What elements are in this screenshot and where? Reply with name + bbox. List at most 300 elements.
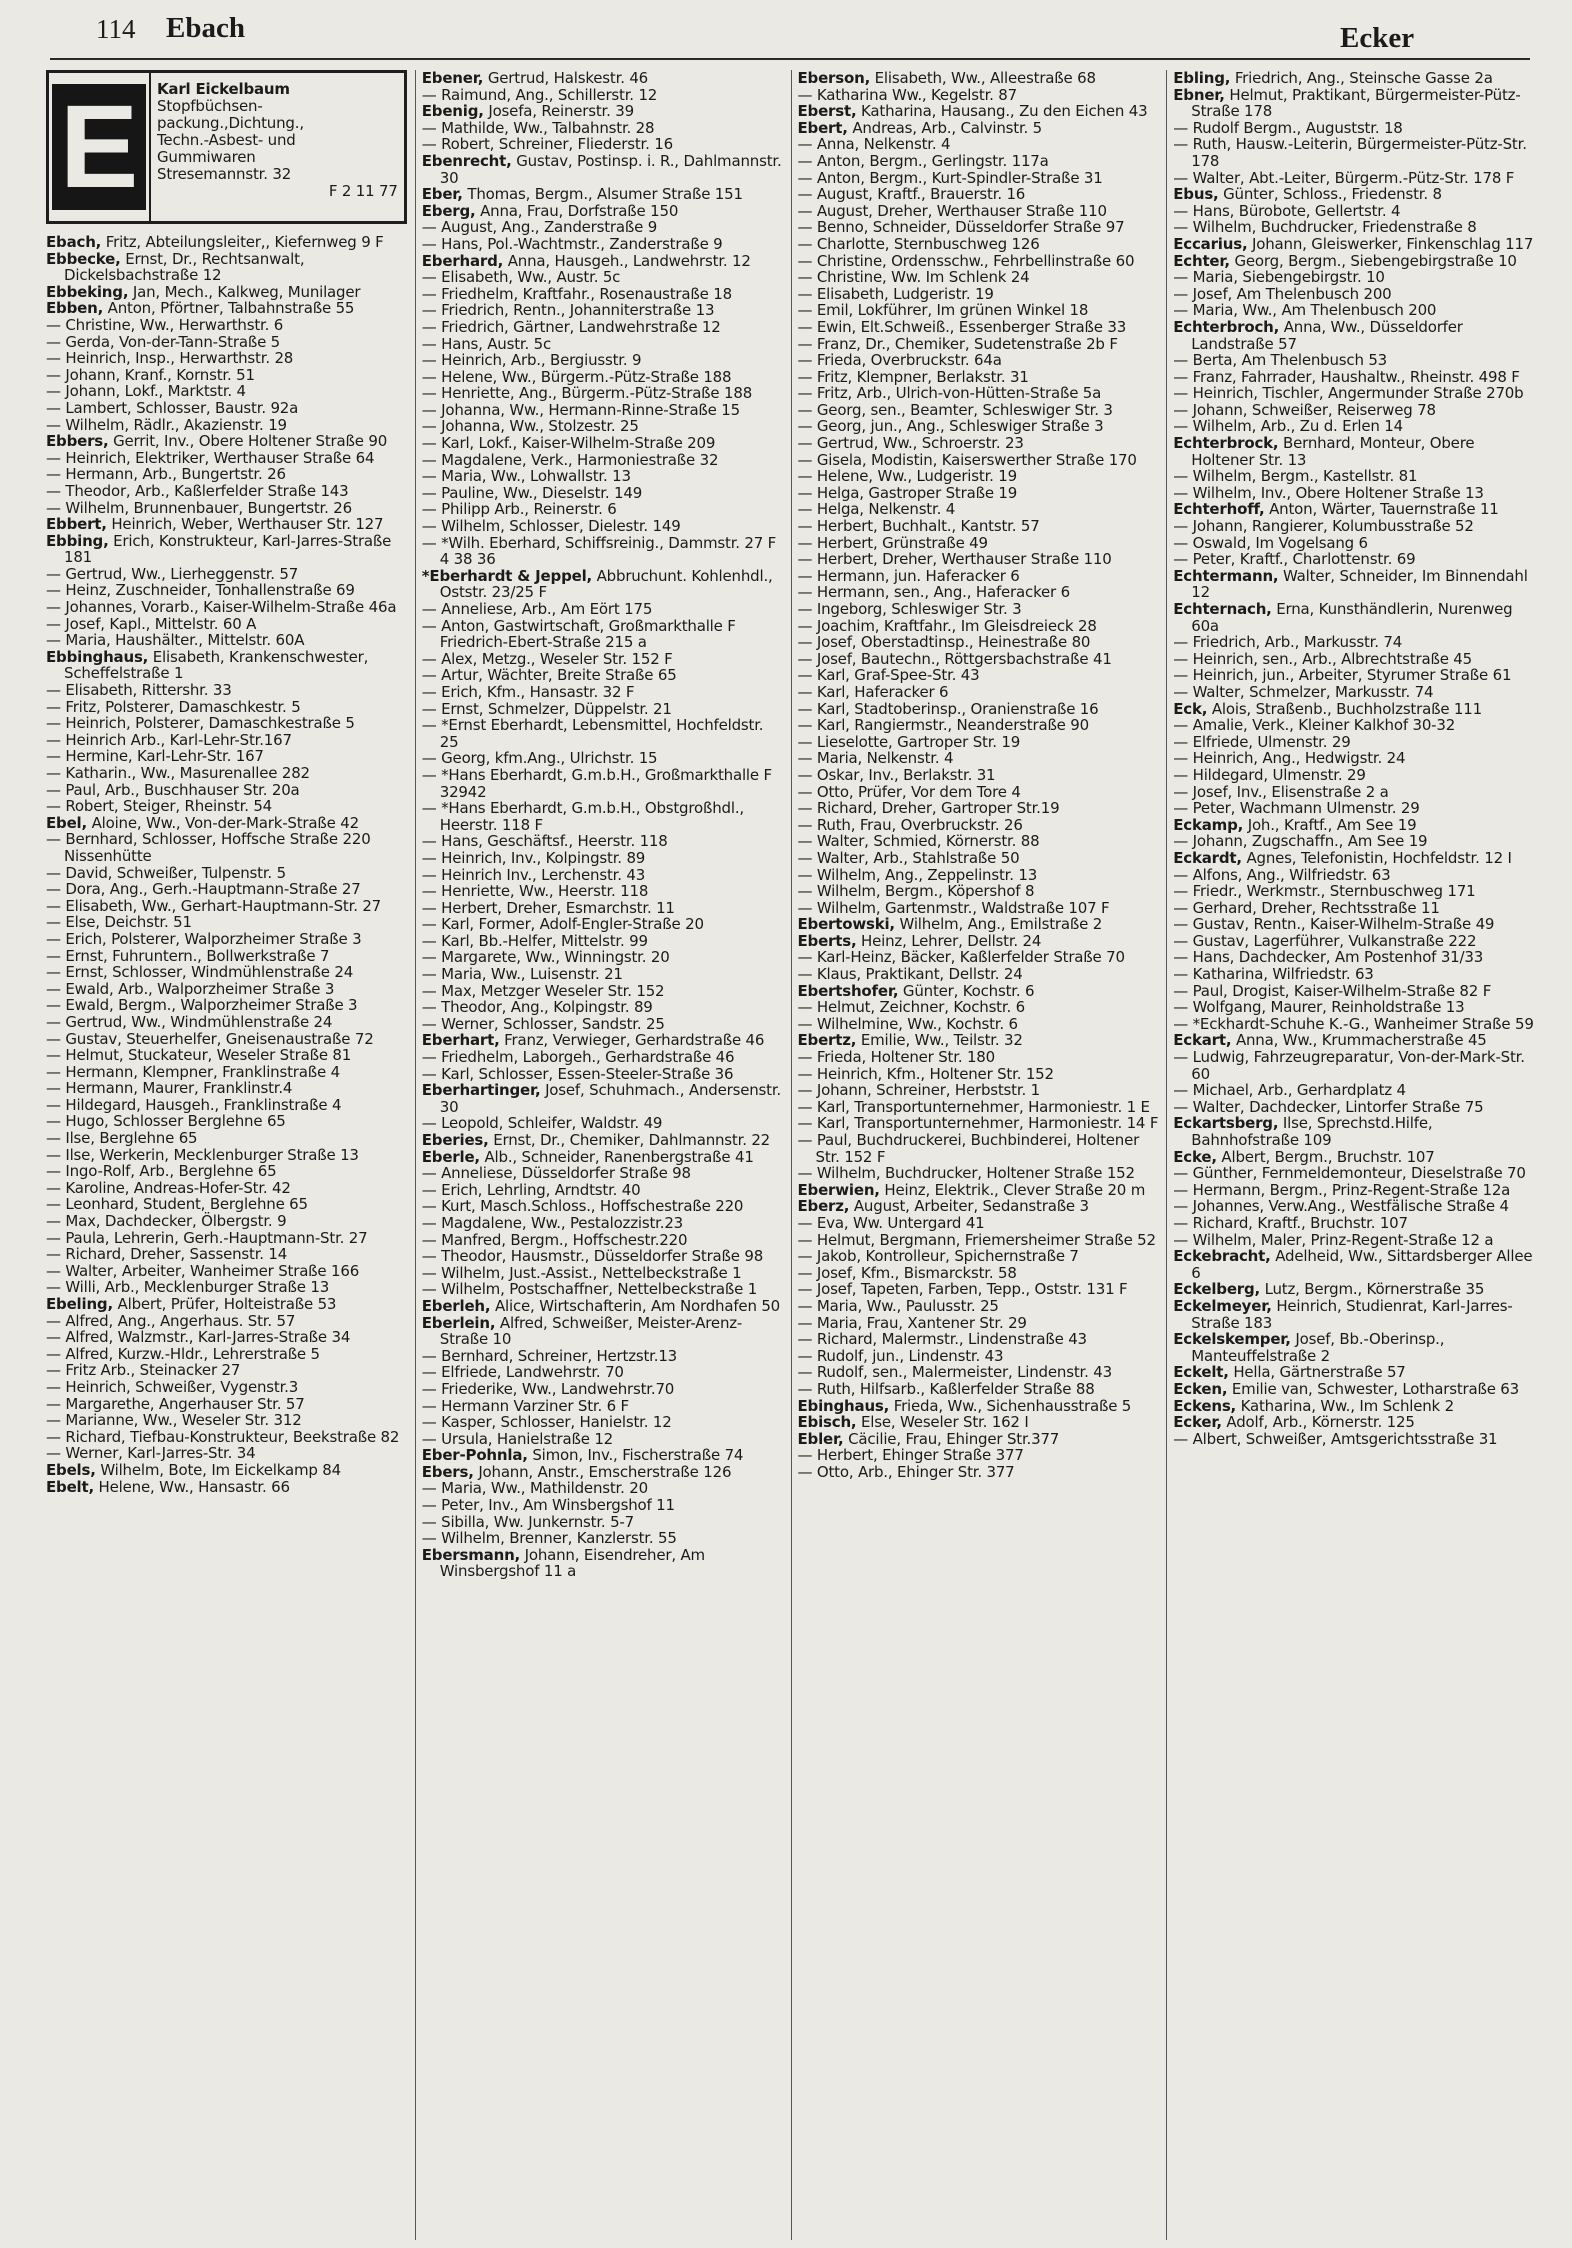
directory-entry: [798, 784, 1161, 801]
entry-surname: Ebert,: [797, 118, 848, 137]
entry-details: — Karl, Former, Adolf-Engler-Straße 20: [421, 915, 704, 934]
entry-details: — Ingeborg, Schleswiger Str. 3: [797, 600, 1022, 618]
entry-details: — Hermann, Bergm., Prinz-Regent-Straße 12a: [1173, 1180, 1511, 1199]
entry-details: — Bernhard, Schreiner, Hertzstr.13: [421, 1346, 678, 1365]
entry-details: — Erich, Kfm., Hansastr. 32 F: [421, 682, 635, 701]
entry-surname: Ebner,: [1173, 85, 1225, 104]
advertisement-text: [149, 73, 404, 221]
directory-entry: [1173, 949, 1536, 966]
entry-surname: Eberlein,: [421, 1313, 496, 1332]
entry-details: — Maria, Ww., Am Thelenbusch 200: [1173, 301, 1437, 320]
entry-details: — Fritz Arb., Steinacker 27: [46, 1361, 241, 1380]
entry-details: — Wilhelm, Arb., Zu d. Erlen 14: [1173, 417, 1403, 436]
entry-details: Andreas, Arb., Calvinstr. 5: [852, 118, 1043, 137]
entry-details: — *Wilh. Eberhard, Schiffsreinig., Dammstr. 27 F 4 38 36: [421, 533, 777, 569]
entry-details: Else, Weseler Str. 162 I: [861, 1413, 1029, 1432]
entry-details: — Gustav, Steuerhelfer, Gneisenaustraße 72: [46, 1029, 374, 1048]
directory-entry: [422, 1298, 785, 1315]
entry-details: — Manfred, Bergm., Hoffschestr.220: [421, 1230, 688, 1249]
entry-list: [1173, 70, 1536, 1447]
directory-entry: [798, 1298, 1161, 1315]
directory-entry: [798, 452, 1161, 469]
entry-details: — Herbert, Dreher, Werthauser Straße 110: [797, 550, 1112, 569]
entry-surname: Eber,: [421, 185, 463, 204]
directory-entry: [422, 1381, 785, 1398]
directory-entry: [798, 833, 1161, 850]
directory-entry: [422, 1248, 785, 1265]
directory-entry: [46, 964, 409, 981]
entry-details: — Hans, Geschäftsf., Heerstr. 118: [421, 832, 668, 851]
entry-details: — Maria, Ww., Luisenstr. 21: [421, 965, 623, 984]
entry-details: — Fritz, Arb., Ulrich-von-Hütten-Straße 5a: [797, 384, 1102, 403]
entry-details: — Anneliese, Düsseldorfer Straße 98: [421, 1164, 691, 1183]
directory-entry: [422, 1364, 785, 1381]
directory-entry: [422, 186, 785, 203]
directory-entry: [422, 767, 785, 800]
entry-details: — Johann, Kranf., Kornstr. 51: [46, 365, 255, 384]
entry-details: — Helene, Ww., Bürgerm.-Pütz-Straße 188: [421, 367, 732, 386]
entry-details: — Richard, Dreher, Sassenstr. 14: [46, 1245, 288, 1264]
directory-entry: [422, 933, 785, 950]
directory-entry: [422, 1215, 785, 1232]
directory-entry: [46, 1313, 409, 1330]
entry-details: — Paul, Arb., Buschhauser Str. 20a: [46, 780, 300, 799]
entry-surname: Ebenrecht,: [421, 151, 512, 170]
entry-details: — Karl, Transportunternehmer, Harmoniestr. 14 F: [797, 1114, 1159, 1133]
directory-entry: [46, 284, 409, 301]
directory-columns: [46, 70, 1536, 2240]
entry-surname: Echter,: [1173, 251, 1230, 270]
directory-entry: [46, 1412, 409, 1429]
directory-entry: [422, 302, 785, 319]
entry-details: Alfred, Schweißer, Meister-Arenz-Straße 10: [439, 1313, 743, 1349]
entry-surname: Ebeling,: [46, 1295, 113, 1313]
directory-entry: [422, 1165, 785, 1182]
entry-list: [798, 70, 1161, 1480]
directory-entry: [798, 203, 1161, 220]
directory-entry: [1173, 402, 1536, 419]
entry-details: — August, Dreher, Werthauser Straße 110: [797, 201, 1107, 220]
entry-details: Josef, Schuhmach., Andersenstr. 30: [439, 1081, 781, 1116]
directory-entry: [1173, 1115, 1536, 1148]
directory-entry: [798, 485, 1161, 502]
directory-entry: [798, 1099, 1161, 1116]
directory-entry: [46, 1064, 409, 1081]
directory-entry: [1173, 170, 1536, 187]
entry-details: August, Arbeiter, Sedanstraße 3: [853, 1197, 1089, 1216]
entry-details: — Maria, Nelkenstr. 4: [797, 749, 954, 768]
entry-details: — Kasper, Schlosser, Hanielstr. 12: [421, 1413, 672, 1432]
directory-entry: [1173, 319, 1536, 352]
entry-list: [422, 70, 785, 1580]
directory-entry: [422, 1115, 785, 1132]
entry-details: — Alfons, Ang., Wilfriedstr. 63: [1173, 865, 1391, 884]
entry-details: — Franz, Fahrrader, Haushaltw., Rheinstr. 498 F: [1173, 367, 1520, 386]
directory-entry: [798, 701, 1161, 718]
directory-entry: [46, 1263, 409, 1280]
directory-entry: [422, 369, 785, 386]
entry-details: Gerrit, Inv., Obere Holtener Straße 90: [113, 432, 388, 451]
entry-details: — Josef, Kfm., Bismarckstr. 58: [797, 1263, 1017, 1282]
entry-surname: Ebinghaus,: [797, 1396, 890, 1415]
directory-entry: [422, 1431, 785, 1448]
directory-entry: [422, 1514, 785, 1531]
entry-surname: Ebbert,: [46, 515, 107, 534]
directory-entry: [422, 136, 785, 153]
entry-details: — Johanna, Ww., Stolzestr. 25: [421, 417, 639, 436]
entry-details: Helmut, Praktikant, Bürgermeister-Pütz-Straße 178: [1191, 85, 1521, 121]
entry-details: — Friedr., Werkmstr., Sternbuschweg 171: [1173, 882, 1476, 901]
entry-details: — Leopold, Schleifer, Waldstr. 49: [421, 1114, 663, 1133]
directory-entry: [46, 1479, 409, 1496]
entry-surname: Eberhard,: [421, 251, 504, 270]
entry-details: — Karl-Heinz, Bäcker, Kaßlerfelder Straße 70: [797, 948, 1125, 967]
entry-details: — Henriette, Ww., Heerstr. 118: [421, 882, 649, 901]
entry-details: — Katharina Ww., Kegelstr. 87: [797, 85, 1017, 104]
entry-details: — Karl, Graf-Spee-Str. 43: [797, 666, 980, 685]
entry-details: Friedrich, Ang., Steinsche Gasse 2a: [1234, 70, 1493, 87]
directory-entry: [1173, 551, 1536, 568]
entry-details: — Walter, Schmelzer, Markusstr. 74: [1173, 682, 1434, 701]
directory-entry: [422, 1464, 785, 1481]
entry-details: — Christine, Ordensschw., Fehrbellinstraße 60: [797, 251, 1135, 270]
entry-details: Anna, Ww., Krummacherstraße 45: [1235, 1031, 1487, 1050]
entry-details: Alice, Wirtschafterin, Am Nordhafen 50: [494, 1296, 781, 1315]
entry-details: — Anton, Bergm., Kurt-Spindler-Straße 31: [797, 168, 1103, 187]
directory-entry: [798, 1381, 1161, 1398]
directory-entry: [46, 599, 409, 616]
directory-entry: [422, 1082, 785, 1115]
entry-details: — Hans, Austr. 5c: [421, 334, 552, 353]
directory-entry: [1173, 1215, 1536, 1232]
ad-line: Techn.-Asbest- und: [157, 131, 296, 149]
entry-details: — Wilhelm, Ang., Zeppelinstr. 13: [797, 865, 1038, 884]
entry-details: — Ernst, Schmelzer, Düppelstr. 21: [421, 699, 672, 718]
entry-details: — Hermann, Maurer, Franklinstr.4: [46, 1079, 293, 1098]
directory-entry: [422, 1530, 785, 1547]
directory-entry: [46, 1462, 409, 1479]
directory-entry: [422, 236, 785, 253]
advertisement-box: [46, 70, 407, 224]
directory-entry: [422, 1497, 785, 1514]
entry-details: — Gustav, Rentn., Kaiser-Wilhelm-Straße 49: [1173, 915, 1495, 934]
directory-entry: [798, 949, 1161, 966]
directory-entry: [46, 632, 409, 649]
entry-details: — Hermann Varziner Str. 6 F: [421, 1396, 629, 1415]
entry-details: — Hermann, Klempner, Franklinstraße 4: [46, 1062, 340, 1081]
entry-details: — *Hans Eberhardt, G.m.b.H., Großmarkthalle F 32942: [421, 765, 772, 801]
entry-details: Bernhard, Monteur, Obere Holtener Str. 13: [1191, 434, 1475, 469]
directory-entry: [422, 850, 785, 867]
directory-entry: [1173, 1364, 1536, 1381]
directory-entry: [46, 516, 409, 533]
directory-entry: [1173, 1149, 1536, 1166]
entry-surname: Echterbroch,: [1173, 317, 1280, 336]
directory-entry: [422, 269, 785, 286]
entry-details: — Heinrich Arb., Karl-Lehr-Str.167: [46, 730, 292, 749]
entry-details: — Ruth, Frau, Overbruckstr. 26: [797, 815, 1023, 834]
entry-details: — Michael, Arb., Gerhardplatz 4: [1173, 1081, 1406, 1100]
entry-details: — Sibilla, Ww. Junkernstr. 5-7: [421, 1512, 634, 1531]
entry-details: Anna, Hausgeh., Landwehrstr. 12: [507, 251, 751, 270]
entry-surname: Ecke,: [1173, 1147, 1217, 1166]
directory-entry: [1173, 1414, 1536, 1431]
entry-details: — Alex, Metzg., Weseler Str. 152 F: [421, 649, 673, 668]
entry-details: — Heinrich, Arb., Bergiusstr. 9: [421, 351, 642, 370]
directory-entry: [798, 717, 1161, 734]
entry-details: — Heinrich, Tischler, Angermunder Straße 270b: [1173, 384, 1524, 403]
directory-entry: [798, 286, 1161, 303]
entry-details: Katharina, Hausang., Zu den Eichen 43: [861, 102, 1148, 121]
directory-entry: [798, 1182, 1161, 1199]
entry-details: Johann, Anstr., Emscherstraße 126: [478, 1462, 732, 1481]
directory-entry: [798, 850, 1161, 867]
entry-details: — Karl, Transportunternehmer, Harmoniestr. 1 E: [797, 1097, 1150, 1116]
entry-details: — Wilhelm, Buchdrucker, Holtener Straße 152: [797, 1164, 1135, 1183]
entry-details: — Ursula, Hanielstraße 12: [421, 1429, 614, 1448]
directory-entry: [422, 833, 785, 850]
directory-entry: [422, 518, 785, 535]
entry-details: — Erich, Polsterer, Walporzheimer Straße 3: [46, 929, 362, 948]
entry-details: — Herbert, Dreher, Esmarchstr. 11: [421, 898, 675, 917]
entry-details: Georg, Bergm., Siebengebirgstraße 10: [1234, 251, 1517, 270]
entry-details: — August, Kraftf., Brauerstr. 16: [797, 185, 1026, 204]
entry-details: Josefa, Reinerstr. 39: [488, 102, 634, 121]
entry-details: Emilie, Ww., Teilstr. 32: [860, 1031, 1023, 1050]
entry-surname: Eber-Pohnla,: [421, 1446, 528, 1465]
directory-entry: [798, 1066, 1161, 1083]
directory-entry: [46, 234, 409, 251]
directory-entry: [1173, 203, 1536, 220]
directory-entry: [798, 1049, 1161, 1066]
directory-entry: [422, 701, 785, 718]
entry-details: — Katharina, Wilfriedstr. 63: [1173, 965, 1374, 984]
directory-entry: [1173, 535, 1536, 552]
entry-details: Jan, Mech., Kalkweg, Munilager: [132, 282, 361, 301]
directory-entry: [798, 1198, 1161, 1215]
entry-surname: Eckelskemper,: [1173, 1330, 1291, 1349]
directory-entry: [798, 551, 1161, 568]
entry-details: — Wilhelm, Inv., Obere Holtener Straße 13: [1173, 483, 1484, 502]
directory-entry: [798, 900, 1161, 917]
entry-details: — Margarete, Ww., Winningstr. 20: [421, 948, 670, 967]
entry-details: — Herbert, Buchhalt., Kantstr. 57: [797, 517, 1040, 536]
directory-entry: [798, 999, 1161, 1016]
directory-entry: [1173, 634, 1536, 651]
entry-details: — Helga, Nelkenstr. 4: [797, 500, 956, 519]
entry-surname: Eberts,: [797, 931, 857, 950]
entry-details: Albert, Bergm., Bruchstr. 107: [1221, 1147, 1435, 1166]
directory-entry: [798, 1215, 1161, 1232]
entry-details: — Wilhelm, Brunnenbauer, Bungertstr. 26: [46, 498, 352, 517]
entry-details: — Walter, Arb., Stahlstraße 50: [797, 848, 1020, 867]
entry-surname: Ebel,: [46, 813, 87, 832]
entry-details: — Richard, Malermstr., Lindenstraße 43: [797, 1330, 1087, 1349]
entry-surname: Ebers,: [421, 1462, 474, 1481]
entry-details: — Josef, Oberstadtinsp., Heinestraße 80: [797, 633, 1091, 652]
entry-details: — Hildegard, Ulmenstr. 29: [1173, 765, 1366, 784]
entry-details: Gustav, Postinsp. i. R., Dahlmannstr. 30: [439, 151, 782, 187]
directory-entry: [46, 1445, 409, 1462]
directory-entry: [46, 732, 409, 749]
entry-surname: Eckelberg,: [1173, 1280, 1261, 1299]
directory-entry: [46, 433, 409, 450]
entry-details: — Wilhelm, Rädlr., Akazienstr. 19: [46, 415, 287, 434]
directory-entry: [46, 1031, 409, 1048]
directory-entry: [422, 1265, 785, 1282]
entry-surname: *Eberhardt & Jeppel,: [421, 566, 593, 585]
section-letter-logo: [49, 73, 149, 221]
directory-entry: [46, 1346, 409, 1363]
entry-details: — *Hans Eberhardt, G.m.b.H., Obstgroßhdl., Heerstr. 118 F: [421, 799, 744, 834]
directory-entry: [46, 1047, 409, 1064]
entry-details: — Frieda, Holtener Str. 180: [797, 1048, 995, 1067]
directory-entry: [798, 236, 1161, 253]
directory-entry: [798, 634, 1161, 651]
entry-surname: Ebler,: [797, 1429, 844, 1448]
entry-details: — Josef, Tapeten, Farben, Tepp., Oststr. 131 F: [797, 1280, 1128, 1299]
directory-entry: [798, 153, 1161, 170]
directory-entry: [46, 367, 409, 384]
directory-entry: [798, 435, 1161, 452]
directory-entry: [798, 1016, 1161, 1033]
entry-details: — Theodor, Arb., Kaßlerfelder Straße 143: [46, 481, 349, 500]
entry-details: — Johann, Lokf., Marktstr. 4: [46, 382, 246, 401]
directory-entry: [798, 468, 1161, 485]
entry-details: — Wilhelm, Just.-Assist., Nettelbeckstraße 1: [421, 1263, 742, 1282]
directory-entry: [46, 350, 409, 367]
directory-entry: [798, 1331, 1161, 1348]
entry-details: — Karl, Bb.-Helfer, Mittelstr. 99: [421, 931, 648, 950]
entry-details: Thomas, Bergm., Alsumer Straße 151: [467, 185, 743, 204]
directory-entry: [1173, 1298, 1536, 1331]
entry-surname: Ebbeking,: [46, 282, 129, 301]
entry-details: Günter, Kochstr. 6: [902, 981, 1035, 1000]
directory-entry: [422, 319, 785, 336]
directory-entry: [422, 883, 785, 900]
directory-entry: [798, 352, 1161, 369]
entry-surname: Eckardt,: [1173, 848, 1242, 867]
entry-details: — Wilhelm, Maler, Prinz-Regent-Straße 12 a: [1173, 1230, 1494, 1249]
entry-details: — Helmut, Bergmann, Friemersheimer Straße 52: [797, 1230, 1156, 1249]
entry-details: — Otto, Arb., Ehinger Str. 377: [797, 1462, 1015, 1481]
directory-entry: [422, 402, 785, 419]
entry-details: — Hugo, Schlosser Berglehne 65: [46, 1112, 286, 1131]
directory-entry: [422, 418, 785, 435]
directory-entry: [1173, 253, 1536, 270]
entry-details: Ernst, Dr., Rechtsanwalt, Dickelsbachstraße 12: [64, 249, 305, 285]
directory-entry: [46, 1379, 409, 1396]
entry-surname: Ecken,: [1173, 1379, 1228, 1398]
entry-details: — Günther, Fernmeldemonteur, Dieselstraße 70: [1173, 1164, 1526, 1183]
directory-entry: [46, 1213, 409, 1230]
entry-surname: Echterhoff,: [1173, 500, 1265, 519]
directory-entry: [46, 914, 409, 931]
entry-details: — Maria, Frau, Xantener Str. 29: [797, 1313, 1027, 1332]
directory-entry: [46, 500, 409, 517]
directory-entry: [1173, 120, 1536, 137]
entry-surname: Ebelt,: [46, 1477, 94, 1496]
entry-details: — Ingo-Rolf, Arb., Berglehne 65: [46, 1162, 277, 1181]
entry-details: — Josef, Am Thelenbusch 200: [1173, 284, 1392, 303]
right-keyword: Ecker: [1340, 22, 1415, 54]
entry-surname: Ebbecke,: [46, 249, 121, 268]
entry-details: — Magdalene, Verk., Harmoniestraße 32: [421, 450, 719, 469]
directory-entry: [422, 684, 785, 701]
directory-entry: [798, 501, 1161, 518]
entry-details: — Christine, Ww. Im Schlenk 24: [797, 268, 1030, 287]
entry-details: — Josef, Inv., Elisenstraße 2 a: [1173, 782, 1389, 801]
entry-surname: Ebener,: [421, 70, 484, 87]
entry-details: — Heinrich, Schweißer, Vygenstr.3: [46, 1377, 299, 1396]
directory-entry: [46, 881, 409, 898]
entry-details: — Gertrud, Ww., Lierheggenstr. 57: [46, 564, 299, 583]
directory-entry: [422, 535, 785, 568]
entry-details: — Hildegard, Hausgeh., Franklinstraße 4: [46, 1095, 342, 1114]
entry-details: — Karl, Schlosser, Essen-Steeler-Straße 36: [421, 1064, 734, 1083]
entry-details: Wilhelm, Ang., Emilstraße 2: [899, 915, 1103, 934]
directory-entry: [46, 865, 409, 882]
directory-entry: [798, 385, 1161, 402]
entry-details: — Berta, Am Thelenbusch 53: [1173, 351, 1388, 370]
directory-entry: [1173, 767, 1536, 784]
directory-entry: [422, 800, 785, 833]
entry-details: — Raimund, Ang., Schillerstr. 12: [421, 85, 658, 104]
entry-details: — Maria, Ww., Lohwallstr. 13: [421, 467, 631, 486]
entry-details: — Lieselotte, Gartroper Str. 19: [797, 732, 1021, 751]
directory-entry: [46, 466, 409, 483]
directory-entry: [1173, 916, 1536, 933]
ad-line: packung.,Dichtung.,: [157, 114, 304, 132]
directory-entry: [1173, 269, 1536, 286]
directory-entry: [1173, 385, 1536, 402]
directory-entry: [422, 1198, 785, 1215]
directory-entry: [422, 203, 785, 220]
directory-entry: [1173, 518, 1536, 535]
entry-details: — Heinrich, Inv., Kolpingstr. 89: [421, 848, 646, 867]
entry-details: — Anna, Nelkenstr. 4: [797, 135, 951, 154]
entry-details: — Heinrich, jun., Arbeiter, Styrumer Straße 61: [1173, 666, 1512, 685]
page-header: [0, 0, 1572, 62]
entry-surname: Eberst,: [797, 102, 857, 121]
entry-details: — Paul, Buchdruckerei, Buchbinderei, Holtener Str. 152 F: [797, 1131, 1140, 1166]
entry-details: — Margarethe, Angerhauser Str. 57: [46, 1394, 305, 1413]
entry-details: — Karl, Haferacker 6: [797, 682, 949, 701]
directory-column-4: [1166, 70, 1536, 2240]
header-rule: [50, 58, 1530, 60]
entry-details: Cäcilie, Frau, Ehinger Str.377: [848, 1429, 1060, 1448]
directory-entry: [798, 618, 1161, 635]
directory-entry: [46, 1014, 409, 1031]
entry-surname: Ebenig,: [421, 102, 484, 121]
directory-entry: [422, 667, 785, 684]
directory-entry: [1173, 1049, 1536, 1082]
directory-entry: [46, 715, 409, 732]
entry-details: — Max, Metzger Weseler Str. 152: [421, 981, 665, 1000]
directory-entry: [798, 136, 1161, 153]
entry-details: — Walter, Arbeiter, Wanheimer Straße 166: [46, 1261, 360, 1280]
entry-details: — Ewald, Arb., Walporzheimer Straße 3: [46, 979, 335, 998]
entry-details: Ernst, Dr., Chemiker, Dahlmannstr. 22: [493, 1131, 771, 1149]
directory-entry: [798, 966, 1161, 983]
entry-details: — Heinrich, Ang., Hedwigstr. 24: [1173, 749, 1406, 768]
entry-details: — Hermann, Arb., Bungertstr. 26: [46, 465, 286, 484]
directory-entry: [798, 418, 1161, 435]
directory-entry: [46, 1180, 409, 1197]
directory-entry: [1173, 1099, 1536, 1116]
entry-details: — Theodor, Hausmstr., Düsseldorfer Straße 98: [421, 1247, 764, 1266]
entry-details: Heinrich, Studienrat, Karl-Jarres-Straße 183: [1191, 1296, 1513, 1332]
